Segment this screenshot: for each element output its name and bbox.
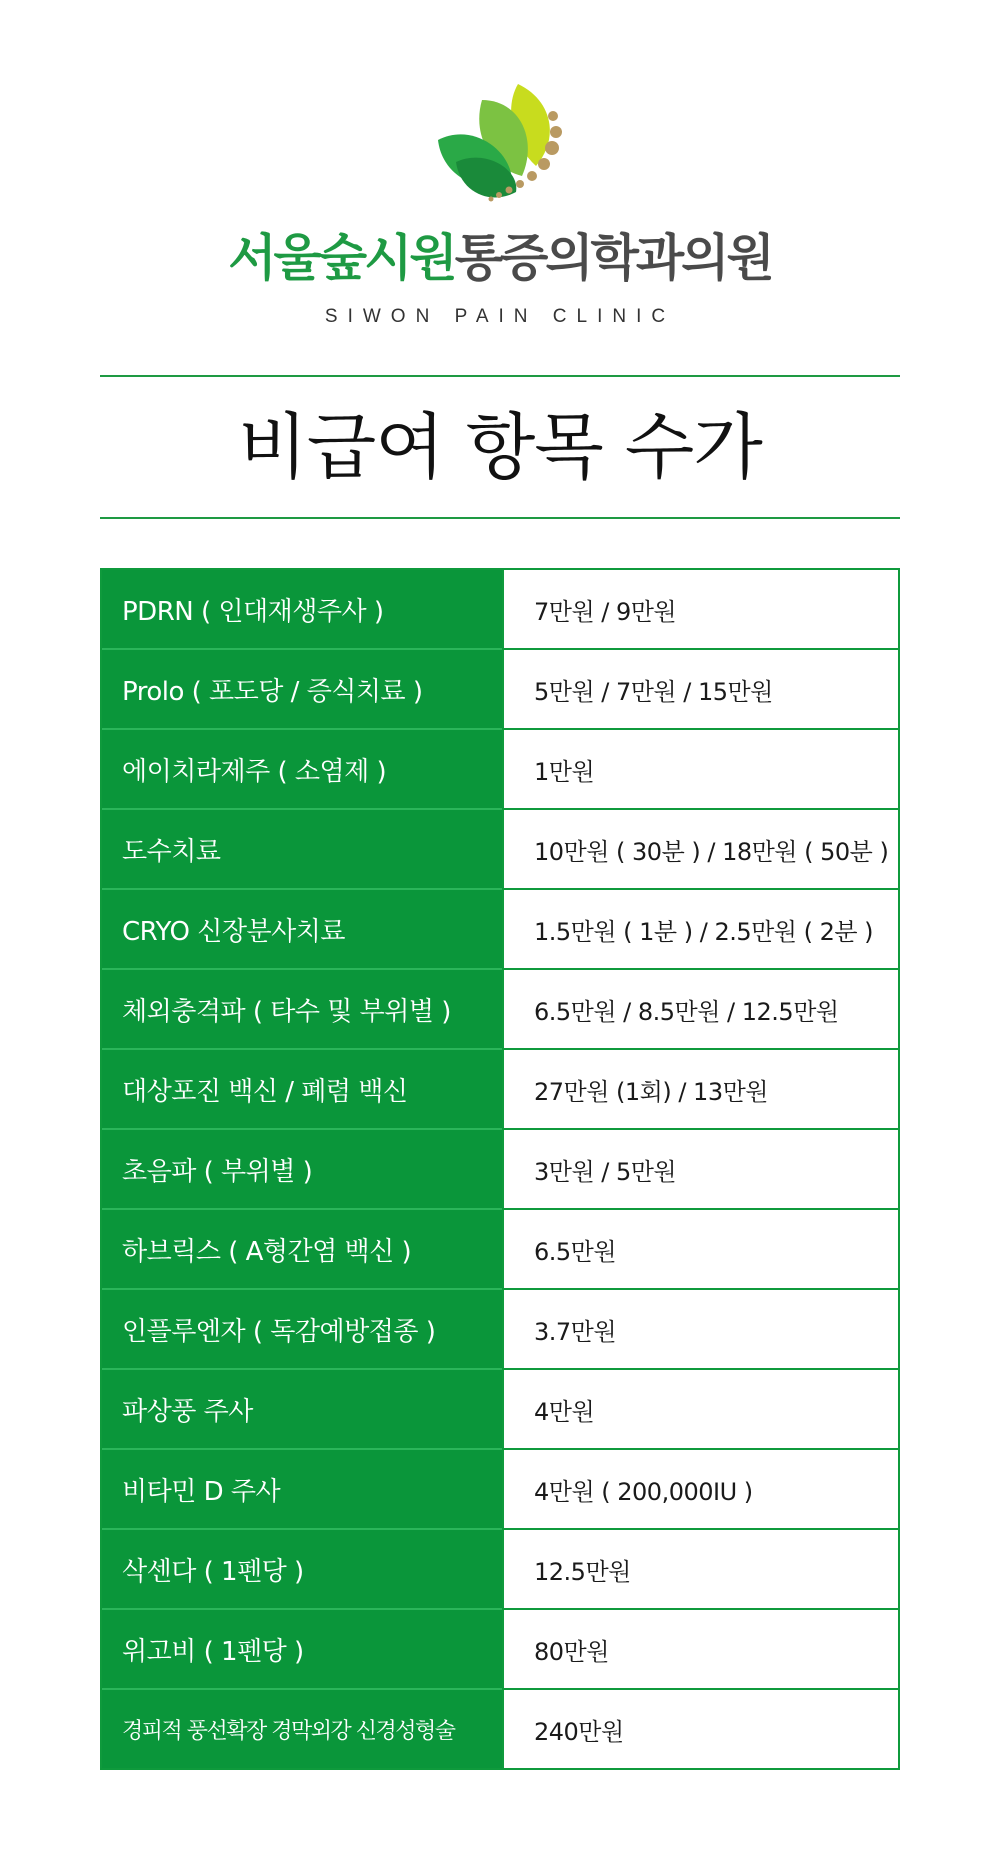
table-row [102,1688,898,1768]
table-row [102,1608,898,1688]
item-price-cell: 12.5만원 [502,1530,898,1608]
item-price-cell: 10만원 ( 30분 ) / 18만원 ( 50분 ) [502,810,898,888]
table-row [102,1368,898,1448]
clinic-name-secondary: 통증의학과의원 [454,229,772,287]
item-price-cell: 80만원 [502,1610,898,1688]
table-row [102,1448,898,1528]
item-name-cell: 도수치료 [102,810,502,890]
clinic-name-primary: 서울숲시원 [228,229,455,287]
item-name-cell: PDRN ( 인대재생주사 ) [102,570,502,650]
item-price-cell: 4만원 ( 200,000IU ) [502,1450,898,1528]
page-title: 비급여 항목 수가 [238,405,762,489]
clinic-name-english: SIWON PAIN CLINIC [324,306,676,327]
item-price-cell: 3만원 / 5만원 [502,1130,898,1208]
title-top-divider [100,375,900,377]
table-row [102,1208,898,1288]
leaf-logo-icon [420,78,580,228]
item-price-cell: 6.5만원 [502,1210,898,1288]
item-price-cell: 4만원 [502,1370,898,1448]
price-table [100,568,900,1770]
item-price-cell: 7만원 / 9만원 [502,570,898,648]
item-name-cell: 파상풍 주사 [102,1370,502,1450]
table-row [102,1128,898,1208]
item-name-cell: 경피적 풍선확장 경막외강 신경성형술 [102,1690,502,1768]
item-price-cell: 5만원 / 7만원 / 15만원 [502,650,898,728]
item-name-cell: 초음파 ( 부위별 ) [102,1130,502,1210]
item-name-cell: 에이치라제주 ( 소염제 ) [102,730,502,810]
item-price-cell: 240만원 [502,1690,898,1768]
item-name-cell: 인플루엔자 ( 독감예방접종 ) [102,1290,502,1370]
item-name-cell: 하브릭스 ( A형간염 백신 ) [102,1210,502,1290]
item-name-cell: 위고비 ( 1펜당 ) [102,1610,502,1690]
table-row [102,808,898,888]
table-row [102,728,898,808]
table-row [102,1048,898,1128]
item-price-cell: 1만원 [502,730,898,808]
title-bottom-divider [100,517,900,519]
item-name-cell: 삭센다 ( 1펜당 ) [102,1530,502,1610]
item-name-cell: 비타민 D 주사 [102,1450,502,1530]
table-row [102,968,898,1048]
table-row [102,1528,898,1608]
item-price-cell: 27만원 (1회) / 13만원 [502,1050,898,1128]
item-name-cell: 대상포진 백신 / 폐렴 백신 [102,1050,502,1130]
table-row [102,1288,898,1368]
table-row [102,648,898,728]
item-price-cell: 6.5만원 / 8.5만원 / 12.5만원 [502,970,898,1048]
item-name-cell: CRYO 신장분사치료 [102,890,502,970]
item-price-cell: 1.5만원 ( 1분 ) / 2.5만원 ( 2분 ) [502,890,898,968]
table-row [102,888,898,968]
item-name-cell: Prolo ( 포도당 / 증식치료 ) [102,650,502,730]
item-price-cell: 3.7만원 [502,1290,898,1368]
clinic-name [0,228,1000,288]
table-row [102,570,898,648]
item-name-cell: 체외충격파 ( 타수 및 부위별 ) [102,970,502,1050]
